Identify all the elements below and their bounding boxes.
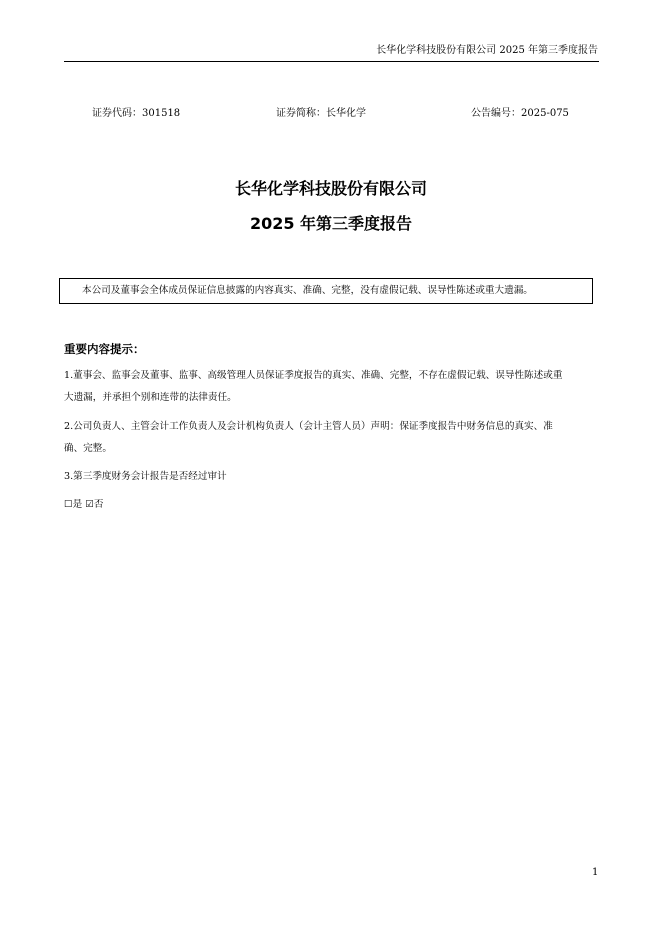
stock-abbreviation: 证券简称：长华化学 <box>276 108 366 119</box>
notice-item-2 <box>64 416 599 460</box>
notice-item-3-line-1: 3.第三季度财务会计报告是否经过审计 <box>64 471 227 482</box>
board-statement: 本公司及董事会全体成员保证信息披露的内容真实、准确、完整，没有虚假记载、误导性陈述或重大遗漏。 <box>82 285 533 296</box>
notice-item-2-line-1: 2.公司负责人、主管会计工作负责人及会计机构负责人（会计主管人员）声明：保证季度报告中财务信息的真实、准 <box>64 421 553 432</box>
audit-choice: ☐是 ☑否 <box>64 499 104 510</box>
report-title: 2025 年第三季度报告 <box>249 214 413 233</box>
notice-item-2-line-2: 确、完整。 <box>64 443 112 454</box>
announcement-number: 公告编号：2025-075 <box>471 108 569 119</box>
important-notice-heading: 重要内容提示： <box>64 342 145 356</box>
stock-code: 证券代码：301518 <box>92 108 181 119</box>
board-statement-box <box>59 278 593 304</box>
company-title: 长华化学科技股份有限公司 <box>234 179 427 198</box>
notice-item-1-line-2: 大遗漏，并承担个别和连带的法律责任。 <box>64 392 237 403</box>
notice-item-3 <box>64 466 599 488</box>
notice-item-1 <box>64 365 599 409</box>
header-divider <box>64 61 599 62</box>
page-number: 1 <box>592 867 599 878</box>
running-header: 长华化学科技股份有限公司 2025 年第三季度报告 <box>376 45 598 56</box>
notice-item-1-line-1: 1.董事会、监事会及董事、监事、高级管理人员保证季度报告的真实、准确、完整，不存在虚假记载、误导性陈述或重 <box>64 370 563 381</box>
